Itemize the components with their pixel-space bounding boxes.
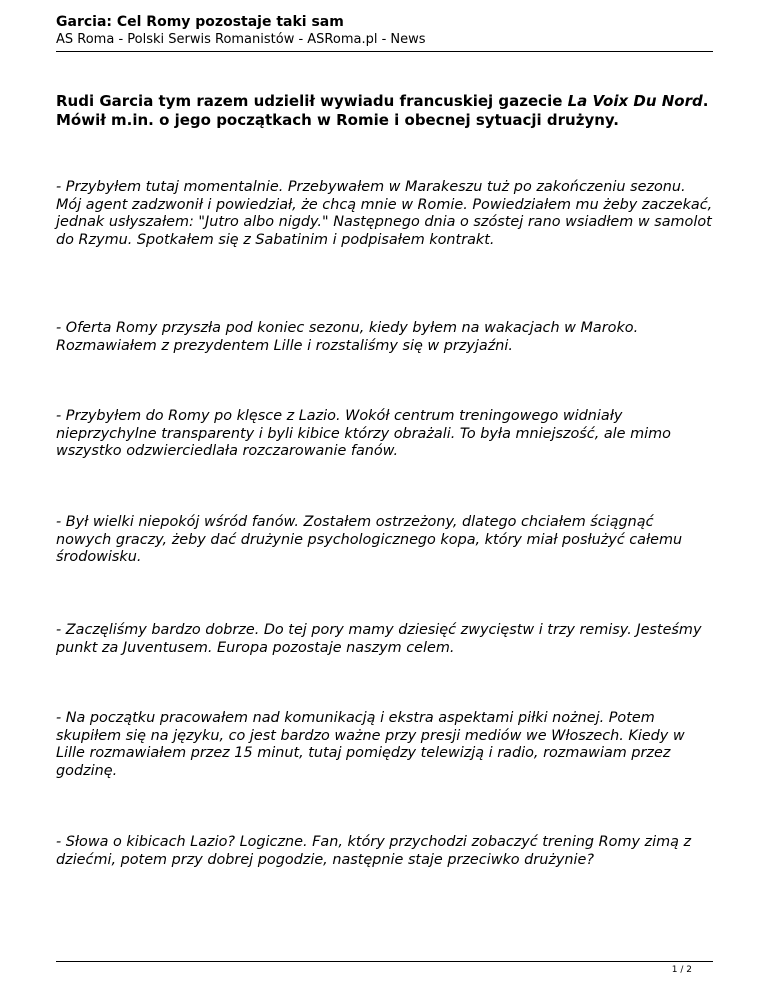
article-paragraph: - Zaczęliśmy bardzo dobrze. Do tej pory mamy dziesięć zwycięstw i trzy remisy. Jesteśmy punkt za Juventusem. Europa pozostaje naszym celem. [56,622,702,656]
article-lead [56,92,713,130]
document-title: Garcia: Cel Romy pozostaje taki sam [56,14,344,30]
article-paragraph: - Przybyłem tutaj momentalnie. Przebywałem w Marakeszu tuż po zakończeniu sezonu. Mój agent zadzwonił i powiedział, że chcą mnie w Romie. Powiedziałem mu żeby zaczekać, jednak usłyszałem: "Jutro albo nigdy." Następnego dnia o szóstej rano wsiadłem w samolot do Rzymu. Spotkałem się z Sabatinim i podpisałem kontrakt. [56,179,713,248]
newspaper-name: La Voix Du Nord [567,92,703,110]
header-divider [56,51,713,52]
article-paragraph: - Przybyłem do Romy po klęsce z Lazio. Wokół centrum treningowego widniały nieprzychylne transparenty i byli kibice którzy obrażali. To była mniejszość, ale mimo wszystko odzwierciedlała rozczarowanie fanów. [56,408,671,459]
article-paragraph: - Słowa o kibicach Lazio? Logiczne. Fan, który przychodzi zobaczyć trening Romy zimą z dziećmi, potem przy dobrej pogodzie, następnie staje przeciwko drużynie? [56,834,692,868]
document-source: AS Roma - Polski Serwis Romanistów - ASRoma.pl - News [56,32,426,47]
lead-text-start: Rudi Garcia tym razem udzielił wywiadu francuskiej gazecie [56,92,568,110]
article-paragraph: - Był wielki niepokój wśród fanów. Zostałem ostrzeżony, dlatego chciałem ściągnąć nowych graczy, żeby dać drużynie psychologicznego kopa, który miał posłużyć całemu środowisku. [56,514,683,565]
lead-text-end: . Mówił m.in. o jego początkach w Romie i obecnej sytuacji drużyny. [56,92,709,129]
article-paragraph: - Na początku pracowałem nad komunikacją i ekstra aspektami piłki nożnej. Potem skupiłem się na języku, co jest bardzo ważne przy presji mediów we Włoszech. Kiedy w Lille rozmawiałem przez 15 minut, tutaj pomiędzy telewizją i radio, rozmawiam przez godzinę. [56,710,685,779]
page-header [56,14,713,48]
footer-divider [56,961,713,962]
page-number: 1 / 2 [671,965,692,975]
article-paragraph: - Oferta Romy przyszła pod koniec sezonu, kiedy byłem na wakacjach w Maroko. Rozmawiałem z prezydentem Lille i rozstaliśmy się w przyjaźni. [56,320,639,354]
